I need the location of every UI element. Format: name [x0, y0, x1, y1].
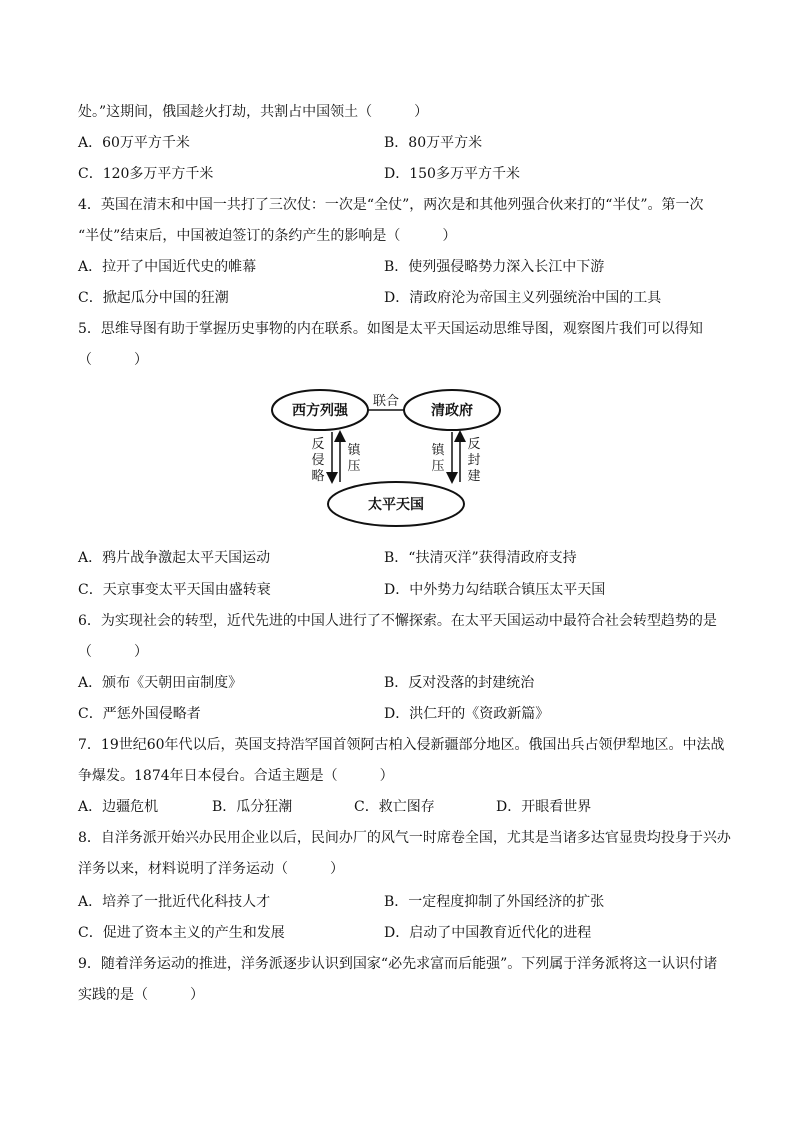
left-outer-char-2: 侵 [311, 453, 325, 468]
link-top-label: 联合 [372, 394, 400, 409]
q4-option-a: A．拉开了中国近代史的帷幕 [78, 259, 257, 275]
q8-option-b: B．一定程度抑制了外国经济的扩张 [384, 894, 605, 910]
q4-stem-line1: 4．英国在清末和中国一共打了三次仗：一次是“全仗”，两次是和其他列强合伙来打的“半仗”。第一次 [78, 197, 704, 213]
q6-option-b: B．反对没落的封建统治 [384, 675, 535, 691]
q3-option-d: D．150多万平方千米 [384, 166, 520, 182]
q5-option-a: A．鸦片战争激起太平天国运动 [78, 550, 271, 566]
q4-stem-line2: “半仗”结束后，中国被迫签订的条约产生的影响是（ ） [78, 228, 457, 244]
q4-option-c: C．掀起瓜分中国的狂潮 [78, 290, 229, 306]
node-qing-label: 清政府 [431, 403, 473, 419]
q4-option-d: D．清政府沦为帝国主义列强统治中国的工具 [384, 290, 662, 306]
q4-option-b: B．使列强侵略势力深入长江中下游 [384, 259, 605, 275]
q6-stem-line1: 6．为实现社会的转型，近代先进的中国人进行了不懈探索。在太平天国运动中最符合社会转型趋势的是 [78, 613, 717, 629]
q3-option-c: C．120多万平方千米 [78, 166, 214, 182]
q5-option-c: C．天京事变太平天国由盛转衰 [78, 582, 271, 598]
q5-stem-line1: 5．思维导图有助于掌握历史事物的内在联系。如图是太平天国运动思维导图，观察图片我们可以得知 [78, 321, 703, 337]
q8-option-a: A．培养了一批近代化科技人才 [78, 894, 271, 910]
right-inner-char-1: 镇 [431, 443, 445, 458]
q8-option-d: D．启动了中国教育近代化的进程 [384, 925, 592, 941]
q5-option-d: D．中外势力勾结联合镇压太平天国 [384, 582, 606, 598]
right-outer-char-2: 封 [467, 453, 481, 468]
left-inner-char-1: 镇 [347, 443, 361, 458]
q8-option-c: C．促进了资本主义的产生和发展 [78, 925, 285, 941]
q7-option-b: B．瓜分狂潮 [212, 799, 293, 815]
node-west-label: 西方列强 [292, 403, 348, 419]
q7-stem-line1: 7．19世纪60年代以后，英国支持浩罕国首领阿古柏入侵新疆部分地区。俄国出兵占领伊犁地区。中法战 [78, 737, 725, 753]
q8-stem-line1: 8．自洋务派开始兴办民用企业以后，民间办厂的风气一时席卷全国，尤其是当诸多达官显贵均投身于兴办 [78, 830, 731, 846]
left-outer-char-1: 反 [311, 437, 325, 452]
right-inner-char-2: 压 [431, 459, 445, 474]
q6-option-c: C．严惩外国侵略者 [78, 706, 201, 722]
q9-stem-line1: 9．随着洋务运动的推进，洋务派逐步认识到国家“必先求富而后能强”。下列属于洋务派将这一认识付诸 [78, 956, 718, 972]
q6-stem-line2: （ ） [78, 644, 148, 660]
q5-stem-line2: （ ） [78, 352, 148, 368]
node-taiping-label: 太平天国 [368, 497, 424, 513]
q8-stem-line2: 洋务以来，材料说明了洋务运动（ ） [78, 861, 344, 877]
q5-option-b: B．“扶清灭洋”获得清政府支持 [384, 550, 577, 566]
q7-stem-line2: 争爆发。1874年日本侵台。合适主题是（ ） [78, 768, 394, 784]
right-outer-char-3: 建 [467, 469, 481, 484]
q6-option-d: D．洪仁玕的《资政新篇》 [384, 706, 550, 722]
q3-option-a: A．60万平方千米 [78, 135, 190, 151]
q7-option-a: A．边疆危机 [78, 799, 159, 815]
left-inner-char-2: 压 [347, 459, 361, 474]
taiping-mind-map [270, 386, 522, 528]
q3-option-b: B．80万平方米 [384, 135, 483, 151]
q9-stem-line2: 实践的是（ ） [78, 987, 204, 1003]
left-outer-char-3: 略 [311, 469, 325, 484]
right-outer-char-1: 反 [467, 437, 481, 452]
q6-option-a: A．颁布《天朝田亩制度》 [78, 675, 243, 691]
q7-option-d: D．开眼看世界 [496, 799, 592, 815]
q7-option-c: C．救亡图存 [354, 799, 435, 815]
q3-stem: 处。”这期间，俄国趁火打劫，共割占中国领土（ ） [78, 104, 429, 120]
